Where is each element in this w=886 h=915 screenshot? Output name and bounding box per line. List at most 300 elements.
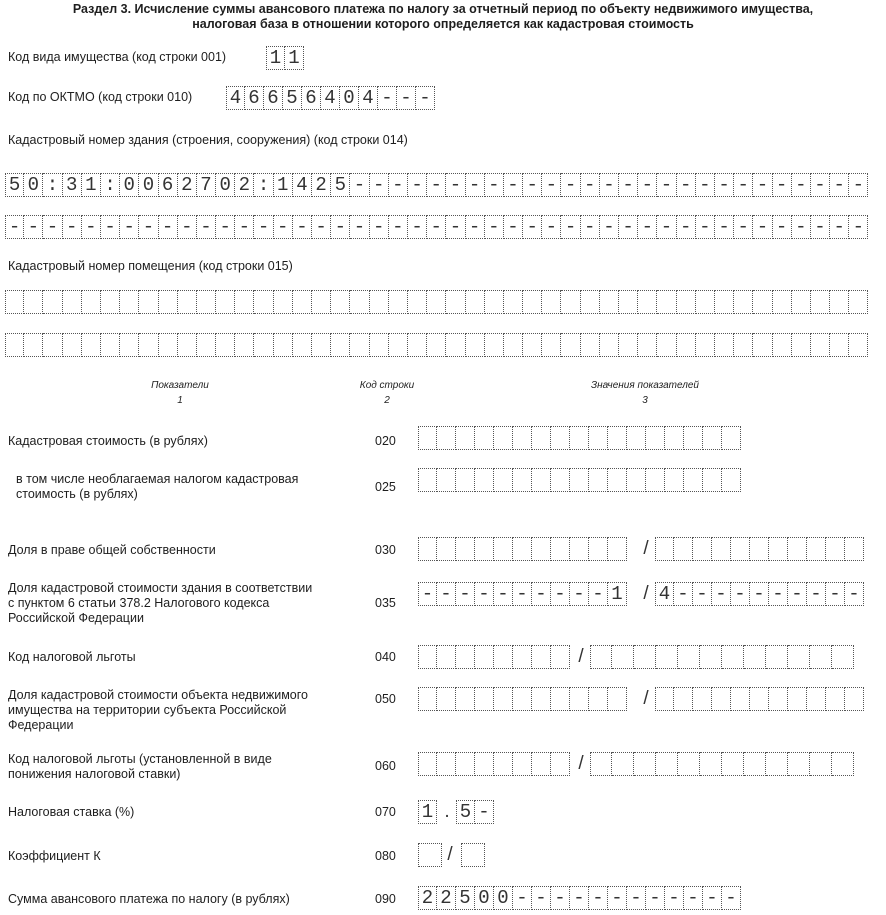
input-cell[interactable]: - <box>830 215 849 239</box>
input-cell[interactable] <box>542 333 561 357</box>
input-cell[interactable]: - <box>542 173 561 197</box>
input-cell[interactable] <box>418 426 437 450</box>
input-cell[interactable] <box>532 687 551 711</box>
input-cell[interactable]: - <box>485 215 504 239</box>
region-share-denominator[interactable] <box>655 687 864 711</box>
input-cell[interactable]: - <box>446 173 465 197</box>
input-cell[interactable]: 0 <box>24 173 43 197</box>
input-cell[interactable] <box>766 752 788 776</box>
input-cell[interactable] <box>418 687 437 711</box>
input-cell[interactable]: 1 <box>285 46 304 70</box>
input-cell[interactable]: - <box>600 215 619 239</box>
input-cell[interactable]: - <box>408 215 427 239</box>
input-cell[interactable]: - <box>532 582 551 606</box>
input-cell[interactable]: - <box>446 215 465 239</box>
input-cell[interactable] <box>608 537 627 561</box>
input-cell[interactable] <box>437 687 456 711</box>
input-cell[interactable] <box>750 687 769 711</box>
input-cell[interactable] <box>665 468 684 492</box>
input-cell[interactable] <box>389 290 408 314</box>
input-cell[interactable] <box>101 333 120 357</box>
input-cell[interactable] <box>532 752 551 776</box>
input-cell[interactable] <box>684 468 703 492</box>
input-cell[interactable]: 5 <box>456 886 475 910</box>
input-cell[interactable]: - <box>466 173 485 197</box>
input-cell[interactable]: - <box>551 886 570 910</box>
input-cell[interactable]: - <box>826 582 845 606</box>
coefficient-k-denominator[interactable] <box>461 843 485 867</box>
input-cell[interactable] <box>581 290 600 314</box>
input-cell[interactable]: - <box>197 215 216 239</box>
input-cell[interactable] <box>293 290 312 314</box>
input-cell[interactable] <box>589 426 608 450</box>
input-cell[interactable]: - <box>331 215 350 239</box>
region-share-numerator[interactable] <box>418 687 627 711</box>
input-cell[interactable] <box>600 290 619 314</box>
input-cell[interactable] <box>832 645 854 669</box>
input-cell[interactable]: - <box>235 215 254 239</box>
property-type-cells[interactable] <box>266 46 304 70</box>
input-cell[interactable] <box>418 843 442 867</box>
input-cell[interactable] <box>216 290 235 314</box>
input-cell[interactable] <box>657 290 676 314</box>
input-cell[interactable]: - <box>792 215 811 239</box>
input-cell[interactable] <box>734 333 753 357</box>
input-cell[interactable]: 1 <box>266 46 285 70</box>
input-cell[interactable] <box>312 333 331 357</box>
tax-benefit-code-right[interactable] <box>590 645 854 669</box>
input-cell[interactable] <box>513 537 532 561</box>
input-cell[interactable]: 1 <box>82 173 101 197</box>
input-cell[interactable] <box>731 687 750 711</box>
input-cell[interactable]: - <box>849 215 868 239</box>
input-cell[interactable]: - <box>437 582 456 606</box>
input-cell[interactable] <box>475 687 494 711</box>
input-cell[interactable] <box>63 333 82 357</box>
oktmo-cells[interactable] <box>226 86 435 110</box>
input-cell[interactable] <box>696 290 715 314</box>
tax-rate-integer[interactable] <box>418 800 437 824</box>
input-cell[interactable]: - <box>456 582 475 606</box>
input-cell[interactable] <box>551 687 570 711</box>
input-cell[interactable]: - <box>677 215 696 239</box>
input-cell[interactable]: 6 <box>159 173 178 197</box>
input-cell[interactable]: 4 <box>655 582 674 606</box>
input-cell[interactable] <box>494 645 513 669</box>
input-cell[interactable] <box>703 468 722 492</box>
input-cell[interactable] <box>693 537 712 561</box>
input-cell[interactable] <box>370 290 389 314</box>
input-cell[interactable]: - <box>811 215 830 239</box>
input-cell[interactable]: - <box>674 582 693 606</box>
input-cell[interactable]: 4 <box>293 173 312 197</box>
input-cell[interactable]: - <box>513 886 532 910</box>
input-cell[interactable]: 2 <box>312 173 331 197</box>
input-cell[interactable]: 3 <box>63 173 82 197</box>
input-cell[interactable] <box>750 537 769 561</box>
input-cell[interactable] <box>120 290 139 314</box>
input-cell[interactable] <box>753 333 772 357</box>
input-cell[interactable] <box>753 290 772 314</box>
input-cell[interactable] <box>456 537 475 561</box>
input-cell[interactable]: - <box>696 173 715 197</box>
input-cell[interactable] <box>845 537 864 561</box>
input-cell[interactable]: - <box>608 886 627 910</box>
input-cell[interactable] <box>523 333 542 357</box>
input-cell[interactable] <box>773 290 792 314</box>
input-cell[interactable]: - <box>24 215 43 239</box>
input-cell[interactable] <box>456 687 475 711</box>
input-cell[interactable] <box>551 537 570 561</box>
input-cell[interactable]: 2 <box>235 173 254 197</box>
input-cell[interactable] <box>494 687 513 711</box>
input-cell[interactable] <box>655 687 674 711</box>
input-cell[interactable]: - <box>715 173 734 197</box>
input-cell[interactable] <box>475 537 494 561</box>
input-cell[interactable] <box>513 468 532 492</box>
input-cell[interactable] <box>810 645 832 669</box>
input-cell[interactable] <box>504 333 523 357</box>
input-cell[interactable] <box>807 687 826 711</box>
input-cell[interactable]: - <box>731 582 750 606</box>
input-cell[interactable] <box>627 468 646 492</box>
input-cell[interactable]: - <box>581 173 600 197</box>
input-cell[interactable] <box>811 333 830 357</box>
input-cell[interactable] <box>744 752 766 776</box>
input-cell[interactable]: - <box>811 173 830 197</box>
input-cell[interactable]: - <box>82 215 101 239</box>
ownership-share-numerator[interactable] <box>418 537 627 561</box>
input-cell[interactable] <box>693 687 712 711</box>
input-cell[interactable] <box>589 537 608 561</box>
input-cell[interactable]: - <box>389 215 408 239</box>
input-cell[interactable] <box>715 290 734 314</box>
input-cell[interactable]: - <box>703 886 722 910</box>
input-cell[interactable]: - <box>769 582 788 606</box>
input-cell[interactable] <box>43 290 62 314</box>
input-cell[interactable]: - <box>830 173 849 197</box>
input-cell[interactable] <box>655 537 674 561</box>
input-cell[interactable] <box>744 645 766 669</box>
input-cell[interactable] <box>456 645 475 669</box>
input-cell[interactable]: - <box>274 215 293 239</box>
input-cell[interactable] <box>197 290 216 314</box>
input-cell[interactable] <box>5 333 24 357</box>
input-cell[interactable] <box>678 645 700 669</box>
input-cell[interactable] <box>63 290 82 314</box>
input-cell[interactable] <box>811 290 830 314</box>
input-cell[interactable] <box>590 645 612 669</box>
input-cell[interactable] <box>437 426 456 450</box>
input-cell[interactable]: - <box>159 215 178 239</box>
input-cell[interactable] <box>513 645 532 669</box>
input-cell[interactable] <box>731 537 750 561</box>
input-cell[interactable] <box>24 333 43 357</box>
input-cell[interactable] <box>773 333 792 357</box>
input-cell[interactable]: - <box>542 215 561 239</box>
input-cell[interactable] <box>627 426 646 450</box>
input-cell[interactable]: 6 <box>302 86 321 110</box>
input-cell[interactable] <box>608 426 627 450</box>
input-cell[interactable] <box>494 537 513 561</box>
input-cell[interactable]: 0 <box>120 173 139 197</box>
input-cell[interactable] <box>792 290 811 314</box>
input-cell[interactable]: - <box>523 173 542 197</box>
building-cadastral-row2[interactable] <box>5 215 868 239</box>
input-cell[interactable] <box>619 290 638 314</box>
input-cell[interactable]: - <box>750 582 769 606</box>
input-cell[interactable] <box>274 290 293 314</box>
reduced-rate-benefit-right[interactable] <box>590 752 854 776</box>
input-cell[interactable] <box>734 290 753 314</box>
input-cell[interactable]: - <box>254 215 273 239</box>
input-cell[interactable] <box>513 426 532 450</box>
input-cell[interactable] <box>542 290 561 314</box>
input-cell[interactable] <box>608 687 627 711</box>
input-cell[interactable]: - <box>570 886 589 910</box>
input-cell[interactable]: - <box>657 173 676 197</box>
input-cell[interactable] <box>437 537 456 561</box>
input-cell[interactable] <box>646 468 665 492</box>
input-cell[interactable]: - <box>734 215 753 239</box>
tax-benefit-code-left[interactable] <box>418 645 570 669</box>
input-cell[interactable]: 1 <box>608 582 627 606</box>
input-cell[interactable]: - <box>416 86 435 110</box>
input-cell[interactable] <box>350 290 369 314</box>
input-cell[interactable] <box>684 426 703 450</box>
input-cell[interactable] <box>350 333 369 357</box>
input-cell[interactable]: - <box>63 215 82 239</box>
input-cell[interactable]: - <box>178 215 197 239</box>
input-cell[interactable] <box>830 333 849 357</box>
input-cell[interactable] <box>612 645 634 669</box>
input-cell[interactable]: 4 <box>359 86 378 110</box>
input-cell[interactable]: - <box>216 215 235 239</box>
input-cell[interactable] <box>608 468 627 492</box>
input-cell[interactable] <box>551 468 570 492</box>
input-cell[interactable] <box>216 333 235 357</box>
input-cell[interactable]: 4 <box>226 86 245 110</box>
input-cell[interactable] <box>178 290 197 314</box>
input-cell[interactable] <box>513 752 532 776</box>
input-cell[interactable]: - <box>139 215 158 239</box>
input-cell[interactable]: - <box>466 215 485 239</box>
input-cell[interactable] <box>677 290 696 314</box>
input-cell[interactable] <box>570 426 589 450</box>
input-cell[interactable]: - <box>475 800 494 824</box>
input-cell[interactable] <box>466 290 485 314</box>
input-cell[interactable] <box>427 333 446 357</box>
input-cell[interactable] <box>456 468 475 492</box>
input-cell[interactable]: 2 <box>418 886 437 910</box>
input-cell[interactable]: - <box>570 582 589 606</box>
input-cell[interactable] <box>197 333 216 357</box>
input-cell[interactable]: 6 <box>245 86 264 110</box>
input-cell[interactable] <box>807 537 826 561</box>
input-cell[interactable]: - <box>677 173 696 197</box>
input-cell[interactable]: - <box>418 582 437 606</box>
input-cell[interactable] <box>475 468 494 492</box>
input-cell[interactable] <box>418 752 437 776</box>
input-cell[interactable]: - <box>646 886 665 910</box>
input-cell[interactable] <box>715 333 734 357</box>
input-cell[interactable] <box>612 752 634 776</box>
input-cell[interactable] <box>139 333 158 357</box>
input-cell[interactable] <box>331 333 350 357</box>
input-cell[interactable] <box>551 426 570 450</box>
input-cell[interactable]: - <box>589 582 608 606</box>
input-cell[interactable]: - <box>807 582 826 606</box>
input-cell[interactable] <box>788 537 807 561</box>
input-cell[interactable] <box>830 290 849 314</box>
input-cell[interactable] <box>235 333 254 357</box>
input-cell[interactable]: 0 <box>494 886 513 910</box>
input-cell[interactable] <box>178 333 197 357</box>
input-cell[interactable] <box>619 333 638 357</box>
input-cell[interactable] <box>600 333 619 357</box>
input-cell[interactable] <box>561 333 580 357</box>
input-cell[interactable] <box>712 687 731 711</box>
input-cell[interactable] <box>485 333 504 357</box>
input-cell[interactable] <box>788 752 810 776</box>
input-cell[interactable] <box>849 333 868 357</box>
input-cell[interactable] <box>139 290 158 314</box>
input-cell[interactable]: - <box>427 215 446 239</box>
input-cell[interactable]: 5 <box>283 86 302 110</box>
input-cell[interactable] <box>826 687 845 711</box>
input-cell[interactable] <box>456 426 475 450</box>
input-cell[interactable] <box>82 333 101 357</box>
input-cell[interactable] <box>82 290 101 314</box>
input-cell[interactable] <box>551 752 570 776</box>
input-cell[interactable] <box>418 537 437 561</box>
input-cell[interactable] <box>551 645 570 669</box>
input-cell[interactable]: - <box>370 173 389 197</box>
input-cell[interactable] <box>674 537 693 561</box>
input-cell[interactable] <box>43 333 62 357</box>
input-cell[interactable] <box>120 333 139 357</box>
input-cell[interactable] <box>370 333 389 357</box>
input-cell[interactable] <box>769 537 788 561</box>
building-share-numerator[interactable] <box>418 582 627 606</box>
input-cell[interactable] <box>254 333 273 357</box>
input-cell[interactable]: - <box>475 582 494 606</box>
input-cell[interactable]: - <box>427 173 446 197</box>
input-cell[interactable] <box>24 290 43 314</box>
input-cell[interactable]: - <box>408 173 427 197</box>
input-cell[interactable] <box>532 468 551 492</box>
input-cell[interactable] <box>570 687 589 711</box>
input-cell[interactable] <box>293 333 312 357</box>
input-cell[interactable] <box>722 426 741 450</box>
input-cell[interactable] <box>494 426 513 450</box>
input-cell[interactable]: - <box>619 215 638 239</box>
input-cell[interactable] <box>712 537 731 561</box>
input-cell[interactable]: 6 <box>264 86 283 110</box>
input-cell[interactable]: 5 <box>331 173 350 197</box>
input-cell[interactable] <box>418 468 437 492</box>
input-cell[interactable]: - <box>293 215 312 239</box>
input-cell[interactable] <box>700 752 722 776</box>
input-cell[interactable] <box>638 290 657 314</box>
tax-rate-fraction[interactable] <box>456 800 494 824</box>
input-cell[interactable]: - <box>504 173 523 197</box>
input-cell[interactable] <box>532 645 551 669</box>
input-cell[interactable]: 0 <box>216 173 235 197</box>
input-cell[interactable]: - <box>638 215 657 239</box>
input-cell[interactable] <box>570 468 589 492</box>
input-cell[interactable] <box>456 752 475 776</box>
input-cell[interactable] <box>766 645 788 669</box>
input-cell[interactable] <box>845 687 864 711</box>
input-cell[interactable] <box>665 426 684 450</box>
input-cell[interactable] <box>408 290 427 314</box>
input-cell[interactable]: - <box>494 582 513 606</box>
advance-payment-cells[interactable] <box>418 886 741 910</box>
input-cell[interactable] <box>331 290 350 314</box>
input-cell[interactable] <box>677 333 696 357</box>
input-cell[interactable]: - <box>722 886 741 910</box>
input-cell[interactable] <box>389 333 408 357</box>
input-cell[interactable]: - <box>693 582 712 606</box>
input-cell[interactable] <box>312 290 331 314</box>
input-cell[interactable] <box>532 426 551 450</box>
ownership-share-denominator[interactable] <box>655 537 864 561</box>
input-cell[interactable] <box>832 752 854 776</box>
input-cell[interactable] <box>674 687 693 711</box>
coefficient-k-numerator[interactable] <box>418 843 442 867</box>
input-cell[interactable] <box>5 290 24 314</box>
reduced-rate-benefit-left[interactable] <box>418 752 570 776</box>
input-cell[interactable]: 5 <box>5 173 24 197</box>
input-cell[interactable] <box>523 290 542 314</box>
input-cell[interactable] <box>646 426 665 450</box>
input-cell[interactable] <box>475 645 494 669</box>
input-cell[interactable]: 2 <box>178 173 197 197</box>
input-cell[interactable]: - <box>657 215 676 239</box>
input-cell[interactable]: - <box>849 173 868 197</box>
input-cell[interactable]: - <box>532 886 551 910</box>
input-cell[interactable] <box>589 468 608 492</box>
input-cell[interactable]: - <box>120 215 139 239</box>
input-cell[interactable] <box>722 468 741 492</box>
input-cell[interactable] <box>504 290 523 314</box>
input-cell[interactable] <box>494 468 513 492</box>
input-cell[interactable] <box>826 537 845 561</box>
input-cell[interactable] <box>446 333 465 357</box>
input-cell[interactable]: - <box>638 173 657 197</box>
input-cell[interactable] <box>437 468 456 492</box>
input-cell[interactable] <box>722 752 744 776</box>
input-cell[interactable] <box>532 537 551 561</box>
input-cell[interactable] <box>703 426 722 450</box>
input-cell[interactable]: 5 <box>456 800 475 824</box>
input-cell[interactable]: - <box>792 173 811 197</box>
input-cell[interactable]: - <box>389 173 408 197</box>
input-cell[interactable]: - <box>523 215 542 239</box>
input-cell[interactable] <box>427 290 446 314</box>
input-cell[interactable]: - <box>627 886 646 910</box>
input-cell[interactable]: - <box>773 215 792 239</box>
input-cell[interactable] <box>235 290 254 314</box>
input-cell[interactable] <box>466 333 485 357</box>
input-cell[interactable] <box>696 333 715 357</box>
input-cell[interactable]: - <box>753 215 772 239</box>
input-cell[interactable]: - <box>788 582 807 606</box>
input-cell[interactable]: - <box>551 582 570 606</box>
input-cell[interactable]: 2 <box>437 886 456 910</box>
input-cell[interactable] <box>634 752 656 776</box>
